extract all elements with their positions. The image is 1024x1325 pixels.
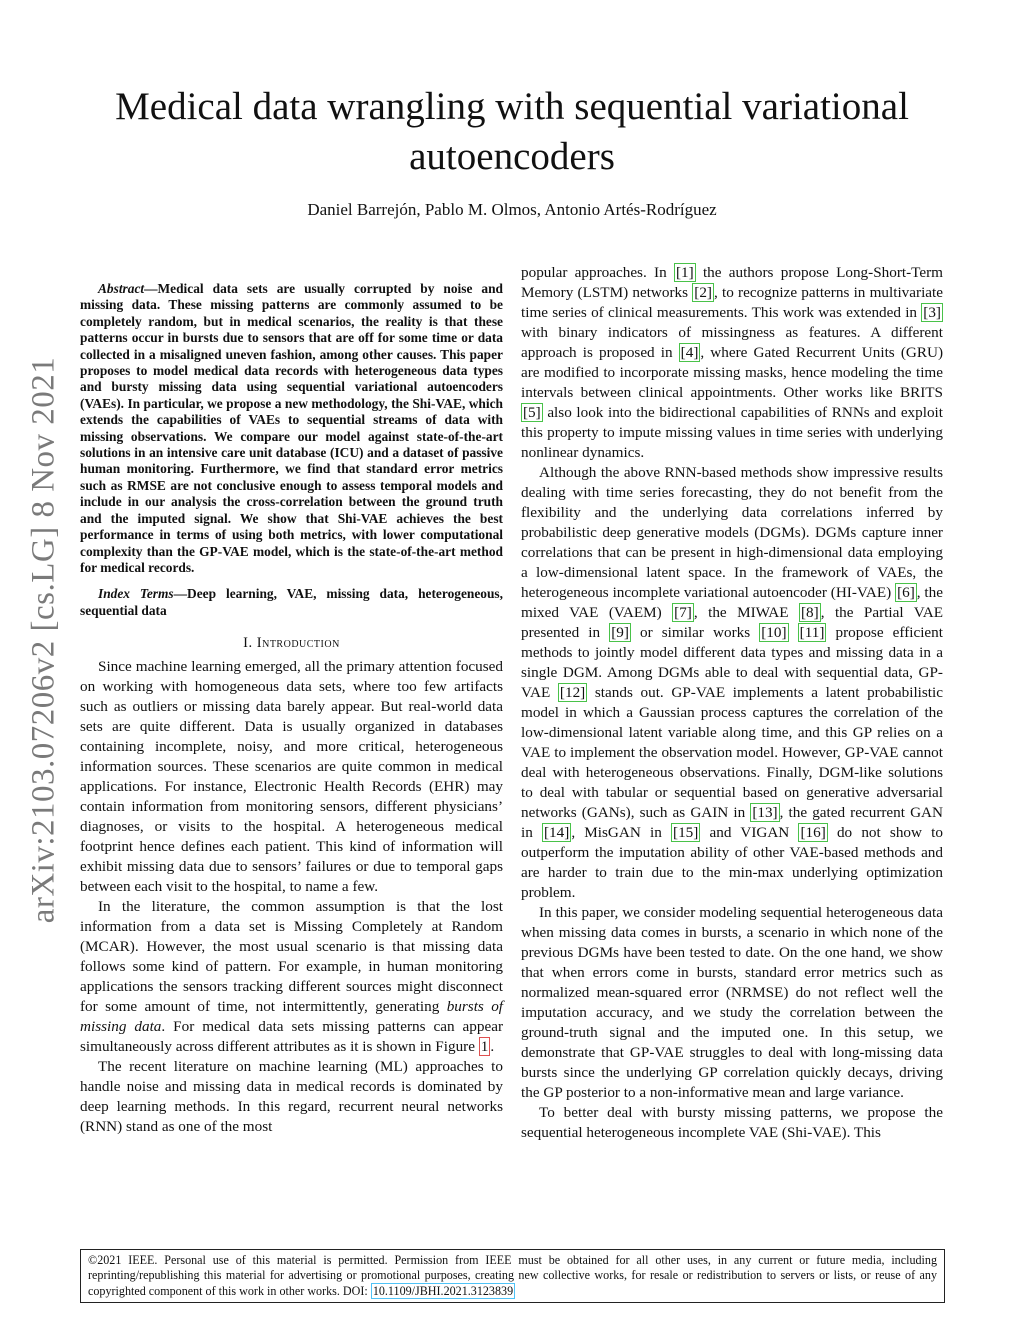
citation-10[interactable]: [10] — [761, 624, 787, 641]
intro-paragraph-1: Since machine learning emerged, all the primary attention focused on working with homogeneous data sets, where too few artifacts such as outliers or missing data barely appear. But real-world data sets are quite different. Data is usually organized in databases containing incomplete, noisy, and more critical, heterogeneous information sources. These scenarios are quite common in medical applications. For instance, Electronic Health Records (EHR) may contain information from monitoring sensors, different physicians’ diagnoses, or visits to the hospital. A heterogeneous medical footprint hence defines each patient. This kind of information will exhibit missing data due to sensors’ failures or due to temporal gaps between each visit to the hospital, to name a few. — [80, 658, 503, 896]
paper-title: Medical data wrangling with sequential variational autoencoders — [115, 85, 909, 178]
copyright-notice — [80, 1249, 945, 1303]
citation-15[interactable]: [15] — [673, 824, 699, 841]
left-column — [80, 263, 503, 1137]
section-name: Introduction — [256, 635, 340, 652]
right-paragraph-2: Although the above RNN-based methods show impressive results dealing with time series forecasting, they do not benefit from the flexibility and the underlying data correlations inferred by probabilistic deep generative models (DGMs). DGMs capture inner correlations that can be present in high-dimensional data employing a low-dimensional latent space. In the framework of VAEs, the heterogeneous incomplete variational autoencoder (HI-VAE) [6] , the mixed VAE (VAEM) [7] , the MIWAE [8] , the Partial VAE presented in [9] or similar works [10] [11] propose efficient methods to jointly model different data types and missing data in a single DGM. Among DGMs able to deal with sequential data, GP-VAE [12] stands out. GP-VAE implements a latent probabilistic model in which a Gaussian process captures the correlation of the low-dimensional latent variable along time, and this GP relies on a VAE to implement the observation model. However, GP-VAE cannot deal with heterogeneous observations. Finally, DGM-like solutions to deal with tabular or sequential based on generative adversarial networks (GANs), such as GAIN in [13] , the gated recurrent GAN in [14] , MisGAN in [15] and VIGAN [16] do not show to outperform the imputation ability of other VAE-based methods and are harder to train due to the min-max underlying optimization problem. — [521, 464, 943, 901]
figure-1-link[interactable]: 1 — [480, 1038, 489, 1056]
doi-link[interactable]: 10.1109/JBHI.2021.3123839 — [372, 1283, 514, 1298]
citation-6[interactable]: [6] — [897, 584, 915, 601]
section-number: I. — [243, 635, 257, 652]
index-terms — [80, 586, 503, 619]
citation-7[interactable]: [7] — [674, 604, 692, 621]
abstract — [80, 281, 503, 576]
citation-13[interactable]: [13] — [752, 804, 778, 821]
abstract-lead: Abstract — [98, 281, 145, 296]
copyright-text: ©2021 IEEE. Personal use of this material is permitted. Permission from IEEE must be obtained for all other uses, in any current or future media, including reprinting/republishing this material for advertising or promotional purposes, creating new collective works, for resale or redistribution to servers or lists, or reuse of any copyrighted component of this work in other works. DOI: — [88, 1253, 937, 1298]
citation-11[interactable]: [11] — [799, 624, 825, 641]
arxiv-side-identifier — [22, 350, 66, 930]
citation-9[interactable]: [9] — [611, 624, 629, 641]
section-heading-introduction — [80, 633, 503, 653]
intro-p2-emphasis: bursts of missing data — [80, 998, 504, 1036]
citation-3[interactable]: [3] — [923, 304, 941, 321]
intro-p2-text-a: In the literature, the common assumption is that the lost information from a data set is Missing Completely at Random (MCAR). However, the most usual scenario is that missing data follows some kind of pattern. For example, in human monitoring applications the sensors tracking different sources might disconnect for some amount of time, not intermittently, generating — [80, 898, 503, 1016]
intro-p2-text-b: . For medical data sets missing patterns can appear simultaneously across different attributes as it is shown in Figure — [80, 1018, 504, 1056]
right-paragraph-1: popular approaches. In [1] the authors propose Long-Short-Term Memory (LSTM) networks [2] , to recognize patterns in multivariate time series of clinical measurements. This work was extended in [3] with binary indicators of missingness as features. A different approach is proposed in [4] , where Gated Recurrent Units (GRU) are modified to incorporate missing masks, hence modeling the time intervals between clinical appointments. Other works like BRITS [5] also look into the bidirectional capabilities of RNNs and exploit this property to impute missing values in time series with underlying nonlinear dynamics. — [521, 264, 943, 461]
index-terms-lead: Index Terms — [98, 586, 174, 602]
arxiv-identifier-text: arXiv:2103.07206v2 [cs.LG] 8 Nov 2021 — [25, 356, 62, 924]
citation-2[interactable]: [2] — [694, 284, 712, 301]
abstract-text: —Medical data sets are usually corrupted by noise and missing data. These missing patterns are commonly assumed to be completely random, but in medical scenarios, the reality is that these patterns occur in bursts due to sensors that are off for some time or data collected in a misaligned uneven fashion, among other causes. This paper proposes to model medical data records with heterogeneous data types and bursty missing data using sequential variational autoencoders (VAEs). In particular, we propose a new methodology, the Shi-VAE, which extends the capabilities of VAEs to sequential streams of data with missing observations. We compare our model against state-of-the-art solutions in an intensive care unit database (ICU) and a dataset of passive human monitoring. Furthermore, we find that standard error metrics such as RMSE are not conclusive enough to assess temporal models and include in our analysis the cross-correlation between the ground truth and the imputed signal. We show that Shi-VAE achieves the best performance in terms of using both metrics, with lower computational complexity than the GP-VAE model, which is the state-of-the-art method for medical records. — [80, 281, 503, 575]
paper-authors: Daniel Barrejón, Pablo M. Olmos, Antonio Artés-Rodríguez — [307, 200, 717, 219]
citation-16[interactable]: [16] — [800, 824, 826, 841]
intro-p2-text-c: . — [490, 1038, 495, 1056]
citation-1[interactable]: [1] — [675, 264, 694, 281]
index-terms-text: —Deep learning, VAE, missing data, heterogeneous, sequential data — [80, 586, 503, 618]
citation-14[interactable]: [14] — [544, 824, 570, 841]
citation-4[interactable]: [4] — [680, 344, 699, 361]
citation-8[interactable]: [8] — [800, 604, 819, 621]
right-column — [521, 263, 943, 1143]
intro-paragraph-2 — [80, 897, 503, 1057]
intro-paragraph-3: The recent literature on machine learning (ML) approaches to handle noise and missing data in medical records is dominated by deep learning methods. In this regard, recurrent neural networks (RNN) stand as one of the most — [80, 1058, 503, 1136]
right-paragraph-3: In this paper, we consider modeling sequential heterogeneous data when missing data comes in bursts, a scenario in which none of the previous DGMs have been tested to date. On the one hand, we show that when errors come in bursts, standard error metrics such as normalized mean-squared error (NRMSE) do not reflect well the imputation accuracy, and we study the correlation between the ground-truth signal and the imputed one. In this setup, we demonstrate that GP-VAE struggles to deal with long-missing data bursts since the underlying GP correlation quickly decays, driving the GP posterior to a non-informative mean and large variance. — [521, 904, 943, 1101]
citation-5[interactable]: [5] — [523, 404, 541, 421]
right-paragraph-4: To better deal with bursty missing patterns, we propose the sequential heterogeneous incomplete VAE (Shi-VAE). This — [521, 1104, 943, 1141]
citation-12[interactable]: [12] — [559, 684, 586, 701]
